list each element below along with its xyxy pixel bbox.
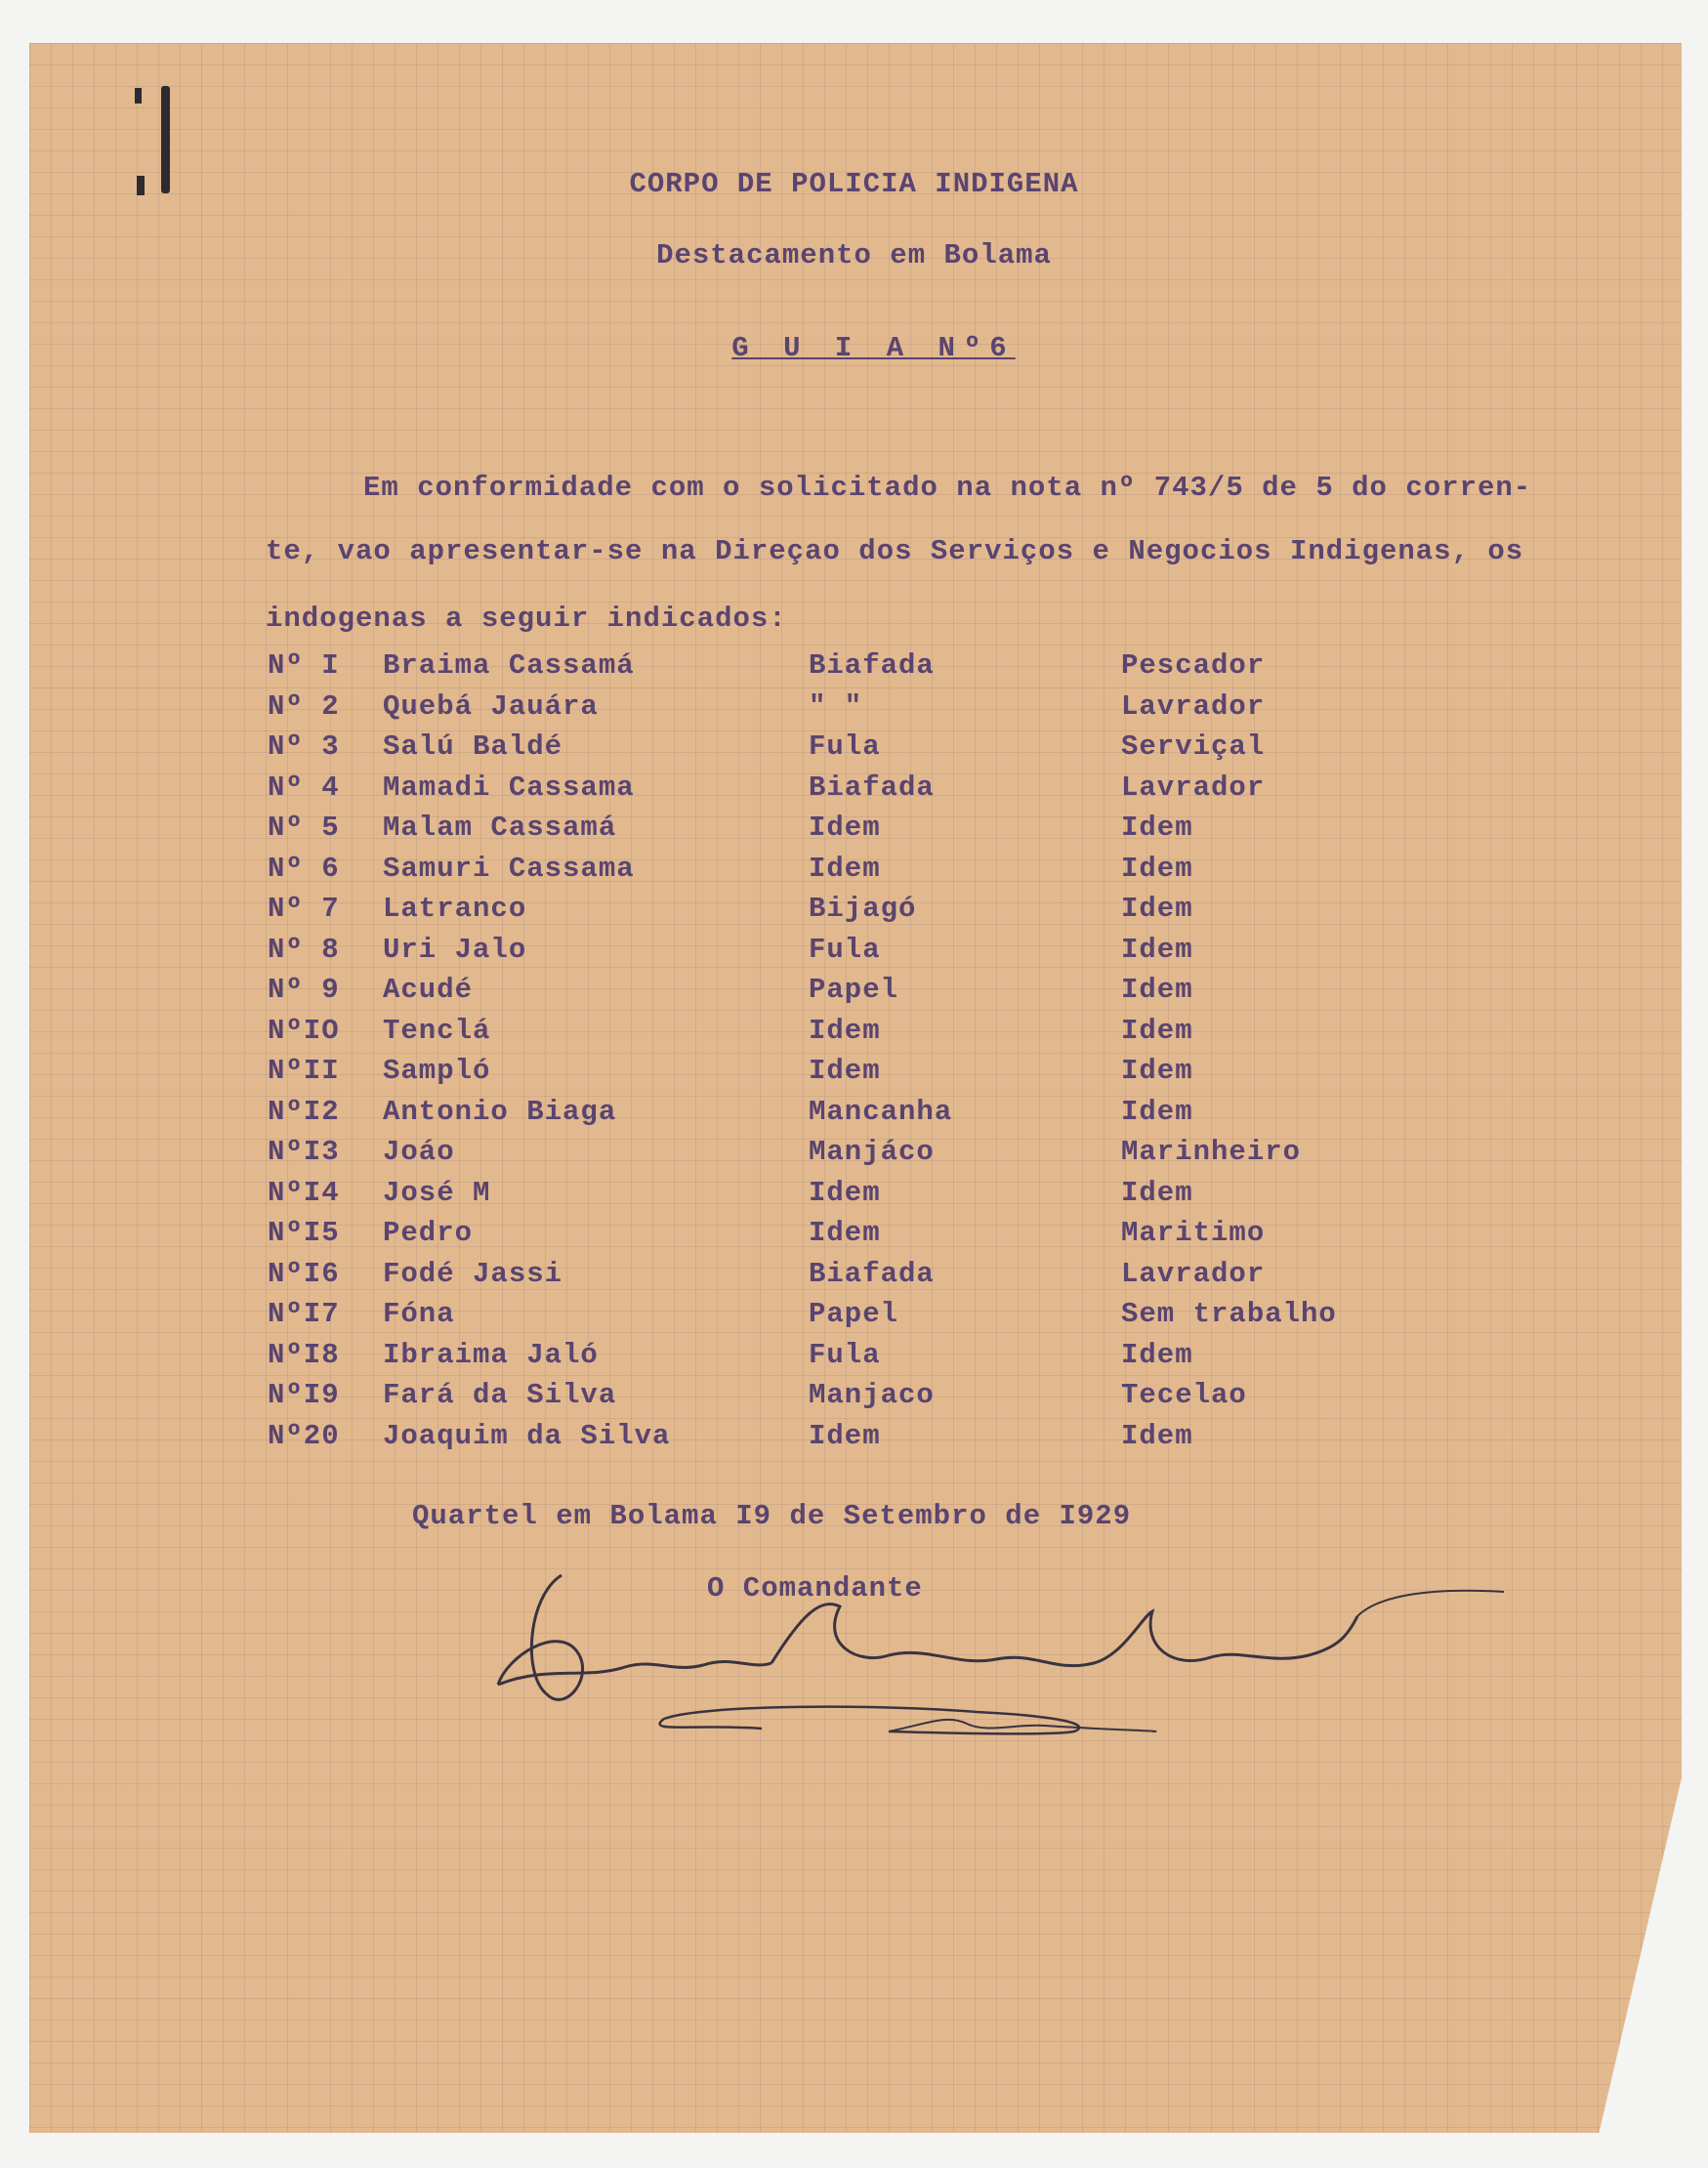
entry-ethnicity: Fula bbox=[809, 934, 881, 966]
entry-number: Nº 9 bbox=[268, 974, 340, 1006]
entry-ethnicity: Fula bbox=[809, 1339, 881, 1371]
entry-number: NºI3 bbox=[268, 1136, 340, 1168]
entry-occupation: Idem bbox=[1121, 1339, 1193, 1371]
entry-ethnicity: Idem bbox=[809, 853, 881, 885]
entry-name: Joáo bbox=[383, 1136, 455, 1168]
entry-name: José M bbox=[383, 1177, 491, 1209]
place-date: Quartel em Bolama I9 de Setembro de I929 bbox=[412, 1500, 1132, 1532]
entry-number: Nº 7 bbox=[268, 893, 340, 925]
entry-ethnicity: Biafada bbox=[809, 771, 935, 804]
entry-number: Nº I bbox=[268, 649, 340, 682]
entry-occupation: Sem trabalho bbox=[1121, 1298, 1337, 1330]
entry-occupation: Lavrador bbox=[1121, 771, 1266, 804]
entry-occupation: Idem bbox=[1121, 1096, 1193, 1128]
entry-number: NºI4 bbox=[268, 1177, 340, 1209]
body-line-3: indogenas a seguir indicados: bbox=[266, 603, 787, 635]
entry-name: Fóna bbox=[383, 1298, 455, 1330]
entry-ethnicity: Papel bbox=[809, 1298, 899, 1330]
entry-number: Nº 6 bbox=[268, 853, 340, 885]
entry-ethnicity: Fula bbox=[809, 730, 881, 763]
entry-ethnicity: Idem bbox=[809, 1420, 881, 1452]
header-corps: CORPO DE POLICIA INDIGENA bbox=[629, 168, 1079, 200]
entry-occupation: Lavrador bbox=[1121, 690, 1266, 723]
entry-ethnicity: Manjaco bbox=[809, 1379, 935, 1411]
entry-ethnicity: Biafada bbox=[809, 1258, 935, 1290]
entry-name: Fodé Jassi bbox=[383, 1258, 563, 1290]
entry-number: NºI9 bbox=[268, 1379, 340, 1411]
entry-occupation: Idem bbox=[1121, 893, 1193, 925]
entry-occupation: Maritimo bbox=[1121, 1217, 1266, 1249]
entry-number: NºI2 bbox=[268, 1096, 340, 1128]
entry-occupation: Idem bbox=[1121, 974, 1193, 1006]
entry-name: Acudé bbox=[383, 974, 474, 1006]
entry-occupation: Idem bbox=[1121, 934, 1193, 966]
entry-name: Uri Jalo bbox=[383, 934, 527, 966]
entry-name: Joaquim da Silva bbox=[383, 1420, 671, 1452]
body-line-1: Em conformidade com o solicitado na nota nº 743/5 de 5 do corren- bbox=[363, 472, 1532, 504]
entry-ethnicity: Mancanha bbox=[809, 1096, 953, 1128]
entry-number: Nº 4 bbox=[268, 771, 340, 804]
entry-occupation: Pescador bbox=[1121, 649, 1266, 682]
entry-ethnicity: Papel bbox=[809, 974, 899, 1006]
entry-number: NºI6 bbox=[268, 1258, 340, 1290]
entry-number: NºI8 bbox=[268, 1339, 340, 1371]
entry-ethnicity: Manjáco bbox=[809, 1136, 935, 1168]
entry-occupation: Tecelao bbox=[1121, 1379, 1247, 1411]
entry-ethnicity: Bijagó bbox=[809, 893, 917, 925]
entry-ethnicity: Idem bbox=[809, 1055, 881, 1087]
entry-name: Ibraima Jaló bbox=[383, 1339, 599, 1371]
entry-occupation: Idem bbox=[1121, 1055, 1193, 1087]
entry-number: Nº20 bbox=[268, 1420, 340, 1452]
entry-number: NºI7 bbox=[268, 1298, 340, 1330]
entry-occupation: Idem bbox=[1121, 853, 1193, 885]
entry-number: Nº 3 bbox=[268, 730, 340, 763]
entry-name: Samuri Cassama bbox=[383, 853, 635, 885]
entry-occupation: Idem bbox=[1121, 1420, 1193, 1452]
entry-occupation: Idem bbox=[1121, 812, 1193, 844]
entry-name: Fará da Silva bbox=[383, 1379, 617, 1411]
entry-ethnicity: Idem bbox=[809, 812, 881, 844]
entry-number: Nº 2 bbox=[268, 690, 340, 723]
entry-name: Salú Baldé bbox=[383, 730, 563, 763]
body-line-2: te, vao apresentar-se na Direçao dos Serviços e Negocios Indigenas, os bbox=[266, 535, 1524, 567]
signatory-title: O Comandante bbox=[707, 1572, 923, 1605]
entry-name: Latranco bbox=[383, 893, 527, 925]
entry-occupation: Idem bbox=[1121, 1015, 1193, 1047]
commander-signature bbox=[469, 1558, 1523, 1753]
entry-name: Sampló bbox=[383, 1055, 491, 1087]
entry-name: Tenclá bbox=[383, 1015, 491, 1047]
entry-number: Nº 5 bbox=[268, 812, 340, 844]
entry-name: Malam Cassamá bbox=[383, 812, 617, 844]
entry-number: NºIO bbox=[268, 1015, 340, 1047]
entry-number: NºI5 bbox=[268, 1217, 340, 1249]
entry-ethnicity: " " bbox=[809, 690, 863, 723]
entry-number: NºII bbox=[268, 1055, 340, 1087]
entry-name: Antonio Biaga bbox=[383, 1096, 617, 1128]
entry-occupation: Serviçal bbox=[1121, 730, 1266, 763]
entry-occupation: Idem bbox=[1121, 1177, 1193, 1209]
entry-ethnicity: Idem bbox=[809, 1015, 881, 1047]
entry-name: Braima Cassamá bbox=[383, 649, 635, 682]
entry-ethnicity: Biafada bbox=[809, 649, 935, 682]
entry-name: Pedro bbox=[383, 1217, 474, 1249]
entry-occupation: Marinheiro bbox=[1121, 1136, 1302, 1168]
entry-number: Nº 8 bbox=[268, 934, 340, 966]
guide-title: G U I A Nº6 bbox=[731, 332, 1016, 364]
entry-ethnicity: Idem bbox=[809, 1177, 881, 1209]
entry-name: Quebá Jauára bbox=[383, 690, 599, 723]
entry-ethnicity: Idem bbox=[809, 1217, 881, 1249]
entry-occupation: Lavrador bbox=[1121, 1258, 1266, 1290]
entry-name: Mamadi Cassama bbox=[383, 771, 635, 804]
header-detachment: Destacamento em Bolama bbox=[656, 239, 1052, 271]
